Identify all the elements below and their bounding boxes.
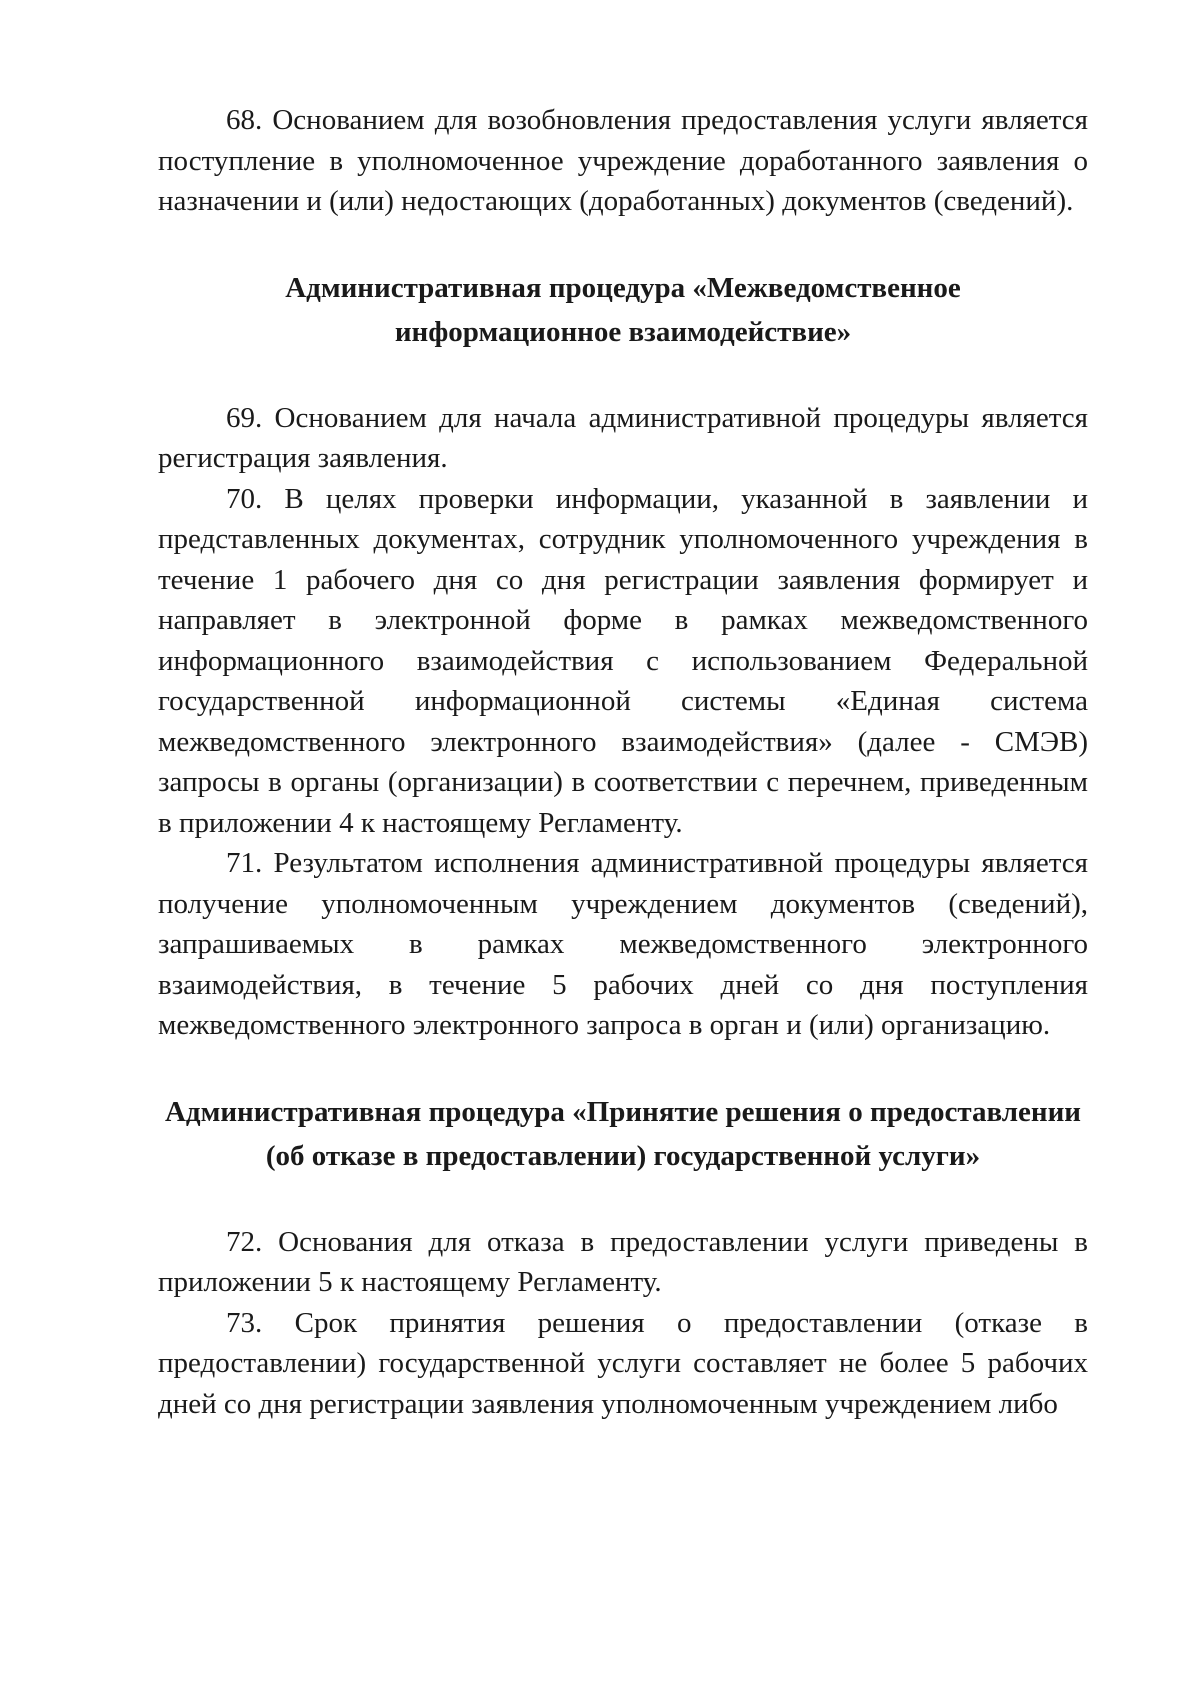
paragraph-73: 73. Срок принятия решения о предоставлении (отказе в предоставлении) государственной услуги составляет не более 5 рабочих дней со дня регистрации заявления уполномоченным учреждением либо bbox=[158, 1306, 1088, 1420]
paragraph-70: 70. В целях проверки информации, указанной в заявлении и представленных документах, сотрудник уполномоченного учреждения в течение 1 рабочего дня со дня регистрации заявления формирует и направляет в электронной форме в рамках межведомственного информационного взаимодействия с использованием Федеральной государственной информационной системы «Единая система межведомственного электронного взаимодействия» (далее - СМЭВ) запросы в органы (организации) в соответствии с перечнем, приведенным в приложении 4 к настоящему Регламенту. bbox=[158, 482, 1088, 839]
spacer bbox=[158, 1046, 1088, 1090]
paragraph-72: 72. Основания для отказа в предоставлении услуги приведены в приложении 5 к настоящему Регламенту. bbox=[158, 1225, 1088, 1298]
paragraph-69: 69. Основанием для начала административной процедуры является регистрация заявления. bbox=[158, 401, 1088, 474]
spacer bbox=[158, 222, 1088, 266]
spacer bbox=[158, 354, 1088, 398]
paragraph-71: 71. Результатом исполнения административной процедуры является получение уполномоченным учреждением документов (сведений), запрашиваемых в рамках межведомственного электронного взаимодействия, в течение 5 рабочих дней со дня поступления межведомственного электронного запроса в орган и (или) организацию. bbox=[158, 847, 1088, 1041]
spacer bbox=[158, 1178, 1088, 1222]
section-heading-decision: Административная процедура «Принятие решения о предоставлении (об отказе в предоставлении) государственной услуги» bbox=[164, 1095, 1082, 1172]
paragraph-68: 68. Основанием для возобновления предоставления услуги является поступление в уполномоченное учреждение доработанного заявления о назначении и (или) недостающих (доработанных) документов (сведений). bbox=[158, 104, 1088, 217]
section-heading-interagency: Административная процедура «Межведомственное информационное взаимодействие» bbox=[285, 271, 961, 348]
